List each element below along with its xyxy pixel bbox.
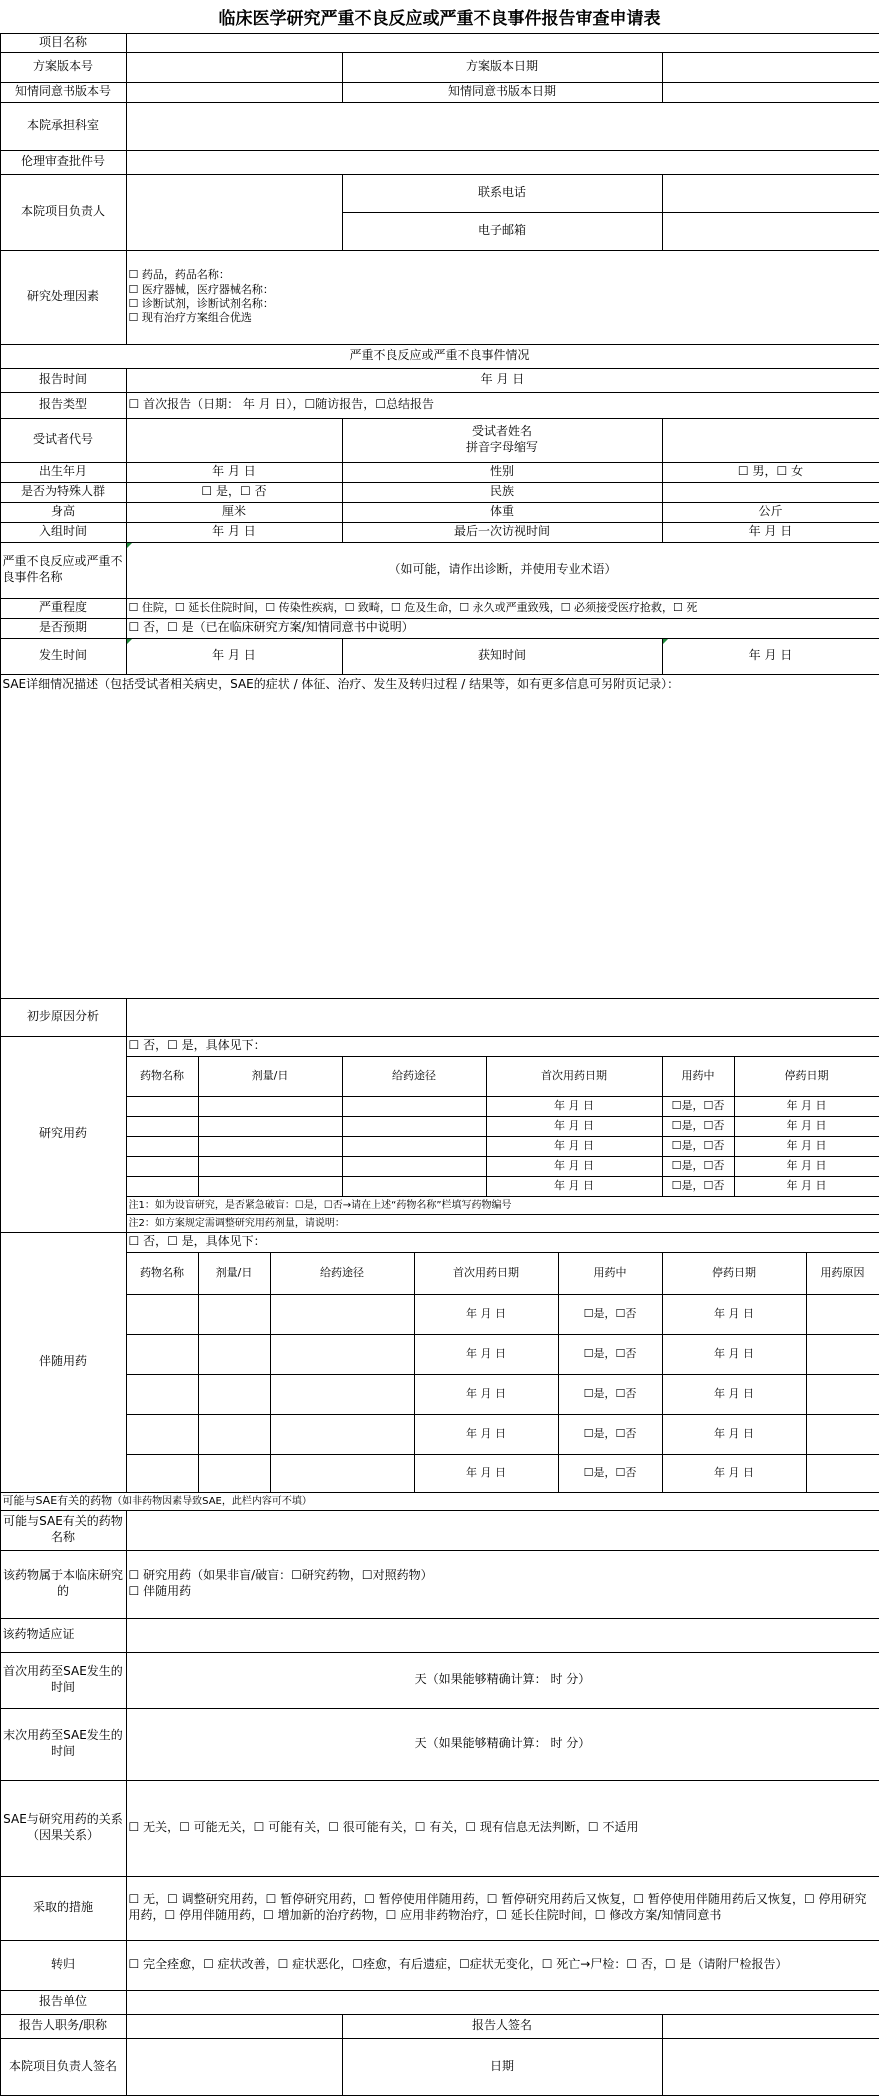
intervention-options [126,250,879,345]
drug-belong-options-line-2: ☐ 伴随用药 [128,1584,192,1598]
concomitant-cell[interactable]: 年 月 日 [662,1374,807,1415]
concomitant-cell[interactable]: ☐是，☐否 [558,1374,663,1415]
subject-name-field[interactable] [662,418,879,463]
onset-time-label: 发生时间 [0,638,127,675]
event-name-field[interactable]: （如可能，请作出诊断，并使用专业术语） [126,542,879,599]
drug-belong-label: 该药物属于本临床研究的 [0,1550,127,1619]
related-drug-header-title: 可能与SAE有关的药物 [2,1493,113,1507]
date-field[interactable] [662,2038,879,2096]
concomitant-cell[interactable]: ☐是，☐否 [558,1414,663,1455]
concomitant-cell[interactable]: 年 月 日 [414,1454,559,1493]
concomitant-cell[interactable]: ☐是，☐否 [558,1454,663,1493]
ethics-number-label: 伦理审查批件号 [0,150,127,175]
drug-indication-field[interactable] [126,1618,879,1653]
concomitant-cell[interactable]: 年 月 日 [414,1374,559,1415]
special-population-value[interactable]: ☐ 是，☐ 否 [126,482,343,503]
concomitant-cell[interactable] [270,1374,415,1415]
report-type-label: 报告类型 [0,392,127,419]
pi-field[interactable] [126,174,343,251]
reporting-unit-label: 报告单位 [0,1990,127,2015]
concomitant-cell[interactable] [806,1454,879,1493]
expected-label: 是否预期 [0,618,127,639]
outcome-label: 转归 [0,1940,127,1991]
pi-sign-field[interactable] [126,2038,343,2096]
concomitant-cell[interactable]: 年 月 日 [662,1294,807,1335]
concomitant-cell[interactable] [270,1414,415,1455]
concomitant-header: 剂量/日 [198,1252,271,1295]
measures-value[interactable]: ☐ 无，☐ 调整研究用药，☐ 暂停研究用药，☐ 暂停使用伴随用药，☐ 暂停研究用药后又恢复，☐ 暂停使用伴随用药后又恢复，☐ 停用研究用药，☐ 停用伴随用药，☐ 增加新的治疗药物，☐ 应用非药物治疗，☐ 延长住院时间，☐ 修改方案/知情同意书 [126,1876,879,1941]
concomitant-cell[interactable] [126,1454,199,1493]
department-field[interactable] [126,102,879,151]
concomitant-header: 用药中 [558,1252,663,1295]
study-drug-note-2[interactable]: 注2：如方案规定需调整研究用药剂量，请说明： [126,1214,879,1233]
intervention-options-line-2: ☐ 医疗器械，医疗器械名称： [128,282,274,296]
enroll-time-label: 入组时间 [0,522,127,543]
study-drug-cell[interactable] [342,1176,487,1197]
comment-marker [663,639,668,644]
study-drug-cell[interactable] [198,1116,343,1137]
last-visit-label: 最后一次访视时间 [342,522,663,543]
known-time-label: 获知时间 [342,638,663,675]
sae-section-header: 严重不良反应或严重不良事件情况 [0,344,879,369]
concomitant-header: 药物名称 [126,1252,199,1295]
outcome-value[interactable]: ☐ 完全痊愈，☐ 症状改善，☐ 症状恶化，☐痊愈，有后遗症，☐症状无变化，☐ 死亡→尸检：☐ 否，☐ 是（请附尸检报告） [126,1940,879,1991]
department-label: 本院承担科室 [0,102,127,151]
study-drug-cell[interactable]: 年 月 日 [486,1096,663,1117]
study-drug-label: 研究用药 [0,1036,127,1233]
severity-value[interactable]: ☐ 住院，☐ 延长住院时间，☐ 传染性疾病，☐ 致畸，☐ 危及生命，☐ 永久或严重致残，☐ 必须接受医疗抢救，☐ 死 [126,598,879,619]
concomitant-cell[interactable]: 年 月 日 [414,1414,559,1455]
ethnicity-label: 民族 [342,482,663,503]
concomitant-cell[interactable]: 年 月 日 [414,1334,559,1375]
icf-version-field[interactable] [126,82,343,103]
concomitant-cell[interactable]: 年 月 日 [414,1294,559,1335]
intervention-options-line-3: ☐ 诊断试剂，诊断试剂名称： [128,297,274,310]
concomitant-option[interactable]: ☐ 否，☐ 是，具体见下： [126,1232,879,1253]
study-drug-cell[interactable]: ☐是，☐否 [662,1096,735,1117]
concomitant-header: 给药途径 [270,1252,415,1295]
known-time-value[interactable]: 年 月 日 [662,638,879,675]
subject-name-label [342,418,663,463]
study-drug-cell[interactable] [198,1096,343,1117]
comment-marker [127,543,132,548]
concomitant-cell[interactable]: 年 月 日 [662,1414,807,1455]
height-label: 身高 [0,502,127,523]
study-drug-header: 首次用药日期 [486,1056,663,1097]
concomitant-cell[interactable] [806,1334,879,1375]
intervention-options-line-4: ☐ 现有治疗方案组合优选 [128,311,252,325]
measures-label: 采取的措施 [0,1876,127,1941]
severity-label: 严重程度 [0,598,127,619]
study-drug-cell[interactable] [342,1096,487,1117]
subject-code-field[interactable] [126,418,343,463]
related-drug-name-label: 可能与SAE有关的药物名称 [0,1510,127,1551]
reporter-sign-field[interactable] [662,2014,879,2039]
reporter-title-field[interactable] [126,2014,343,2039]
study-drug-cell[interactable] [342,1156,487,1177]
ethnicity-field[interactable] [662,482,879,503]
concomitant-cell[interactable] [198,1374,271,1415]
protocol-version-field[interactable] [126,52,343,83]
study-drug-cell[interactable]: 年 月 日 [734,1156,879,1177]
study-drug-header: 剂量/日 [198,1056,343,1097]
intervention-label: 研究处理因素 [0,250,127,345]
birth-value[interactable]: 年 月 日 [126,462,343,483]
pi-label: 本院项目负责人 [0,174,127,251]
protocol-version-label: 方案版本号 [0,52,127,83]
related-drug-name-field[interactable] [126,1510,879,1551]
concomitant-cell[interactable] [198,1414,271,1455]
study-drug-cell[interactable] [198,1156,343,1177]
concomitant-cell[interactable] [126,1294,199,1335]
study-drug-cell[interactable]: 年 月 日 [486,1136,663,1157]
study-drug-header: 用药中 [662,1056,735,1097]
study-drug-cell[interactable] [126,1116,199,1137]
concomitant-cell[interactable]: ☐是，☐否 [558,1334,663,1375]
sex-value[interactable]: ☐ 男，☐ 女 [662,462,879,483]
study-drug-cell[interactable]: 年 月 日 [734,1176,879,1197]
pi-sign-label: 本院项目负责人签名 [0,2038,127,2096]
birth-label: 出生年月 [0,462,127,483]
concomitant-cell[interactable]: 年 月 日 [662,1334,807,1375]
subject-code-label: 受试者代号 [0,418,127,463]
concomitant-cell[interactable]: ☐是，☐否 [558,1294,663,1335]
study-drug-cell[interactable] [198,1176,343,1197]
related-drug-header-note: （如非药物因素导致SAE，此栏内容可不填） [112,1495,312,1507]
concomitant-cell[interactable] [270,1294,415,1335]
report-time-label: 报告时间 [0,368,127,393]
drug-belong-options-line-1: ☐ 研究用药（如果非盲/破盲：☐研究药物，☐对照药物） [128,1568,433,1583]
last-dose-label: 末次用药至SAE发生的时间 [0,1708,127,1781]
causality-label: SAE与研究用药的关系（因果关系） [0,1780,127,1877]
concomitant-cell[interactable] [126,1374,199,1415]
first-dose-label: 首次用药至SAE发生的时间 [0,1652,127,1709]
concomitant-cell[interactable] [806,1414,879,1455]
study-drug-option[interactable]: ☐ 否，☐ 是，具体见下： [126,1036,879,1057]
project-name-field[interactable] [126,33,879,53]
study-drug-header: 药物名称 [126,1056,199,1097]
expected-value[interactable]: ☐ 否，☐ 是（已在临床研究方案/知情同意书中说明） [126,618,879,639]
concomitant-cell[interactable] [270,1454,415,1493]
reporting-unit-field[interactable] [126,1990,879,2015]
special-population-label: 是否为特殊人群 [0,482,127,503]
study-drug-cell[interactable]: 年 月 日 [734,1096,879,1117]
study-drug-cell[interactable] [126,1096,199,1117]
study-drug-cell[interactable]: ☐是，☐否 [662,1176,735,1197]
concomitant-header: 首次用药日期 [414,1252,559,1295]
study-drug-cell[interactable] [126,1136,199,1157]
related-drug-header [0,1492,879,1511]
sae-detail-field[interactable]: SAE详细情况描述（包括受试者相关病史，SAE的症状 / 体征、治疗、发生及转归过程 / 结果等，如有更多信息可另附页记录）： [0,674,879,999]
study-drug-note-1: 注1：如为设盲研究，是否紧急破盲：☐是，☐否→请在上述“药物名称”栏填写药物编号 [126,1196,879,1215]
cause-analysis-label: 初步原因分析 [0,998,127,1037]
study-drug-cell[interactable]: 年 月 日 [486,1176,663,1197]
reporter-title-label: 报告人职务/职称 [0,2014,127,2039]
study-drug-cell[interactable]: 年 月 日 [486,1156,663,1177]
study-drug-cell[interactable]: 年 月 日 [734,1116,879,1137]
enroll-time-value[interactable]: 年 月 日 [126,522,343,543]
form-title: 临床医学研究严重不良反应或严重不良事件报告审查申请表 [218,9,661,29]
concomitant-cell[interactable] [126,1334,199,1375]
subject-name-label-line-2: 拼音字母缩写 [465,440,538,454]
weight-label: 体重 [342,502,663,523]
weight-unit[interactable]: 公斤 [662,502,879,523]
study-drug-cell[interactable] [198,1136,343,1157]
intervention-options-line-1: ☐ 药品，药品名称： [128,268,230,282]
email-field[interactable] [662,212,879,251]
protocol-date-label: 方案版本日期 [342,52,663,83]
protocol-date-field[interactable] [662,52,879,83]
project-name-label: 项目名称 [0,33,127,53]
study-drug-cell[interactable] [126,1156,199,1177]
concomitant-cell[interactable] [270,1334,415,1375]
height-unit[interactable]: 厘米 [126,502,343,523]
last-visit-value[interactable]: 年 月 日 [662,522,879,543]
icf-date-field[interactable] [662,82,879,103]
study-drug-cell[interactable] [342,1136,487,1157]
subject-name-label-line-1: 受试者姓名 [471,424,532,439]
cause-analysis-field[interactable] [126,998,879,1037]
study-drug-cell[interactable] [342,1116,487,1137]
reporter-sign-label: 报告人签名 [342,2014,663,2039]
concomitant-label: 伴随用药 [0,1232,127,1493]
study-drug-header: 给药途径 [342,1056,487,1097]
concomitant-cell[interactable] [198,1334,271,1375]
report-type-value[interactable]: ☐ 首次报告（日期： 年 月 日），☐随访报告，☐总结报告 [126,392,879,419]
drug-belong-options [126,1550,879,1619]
sex-label: 性别 [342,462,663,483]
email-label: 电子邮箱 [342,212,663,251]
concomitant-cell[interactable]: 年 月 日 [662,1454,807,1493]
concomitant-cell[interactable] [126,1414,199,1455]
study-drug-cell[interactable]: ☐是，☐否 [662,1116,735,1137]
date-label: 日期 [342,2038,663,2096]
report-time-value[interactable]: 年 月 日 [126,368,879,393]
study-drug-cell[interactable]: 年 月 日 [486,1116,663,1137]
phone-field[interactable] [662,174,879,213]
study-drug-cell[interactable] [126,1176,199,1197]
ethics-number-field[interactable] [126,150,879,175]
first-dose-value[interactable]: 天（如果能够精确计算： 时 分） [126,1652,879,1709]
concomitant-header: 用药原因 [806,1252,879,1295]
drug-indication-label: 该药物适应证 [0,1618,127,1653]
phone-label: 联系电话 [342,174,663,213]
concomitant-header: 停药日期 [662,1252,807,1295]
concomitant-cell[interactable] [806,1294,879,1335]
causality-value[interactable]: ☐ 无关，☐ 可能无关，☐ 可能有关，☐ 很可能有关，☐ 有关，☐ 现有信息无法判断，☐ 不适用 [126,1780,879,1877]
last-dose-value[interactable]: 天（如果能够精确计算： 时 分） [126,1708,879,1781]
study-drug-cell[interactable]: ☐是，☐否 [662,1136,735,1157]
event-name-label: 严重不良反应或严重不良事件名称 [0,542,127,599]
onset-time-value[interactable]: 年 月 日 [126,638,343,675]
concomitant-cell[interactable] [198,1294,271,1335]
concomitant-cell[interactable] [198,1454,271,1493]
icf-version-label: 知情同意书版本号 [0,82,127,103]
comment-marker [127,639,132,644]
concomitant-cell[interactable] [806,1374,879,1415]
study-drug-header: 停药日期 [734,1056,879,1097]
study-drug-cell[interactable]: 年 月 日 [734,1136,879,1157]
icf-date-label: 知情同意书版本日期 [342,82,663,103]
study-drug-cell[interactable]: ☐是，☐否 [662,1156,735,1177]
